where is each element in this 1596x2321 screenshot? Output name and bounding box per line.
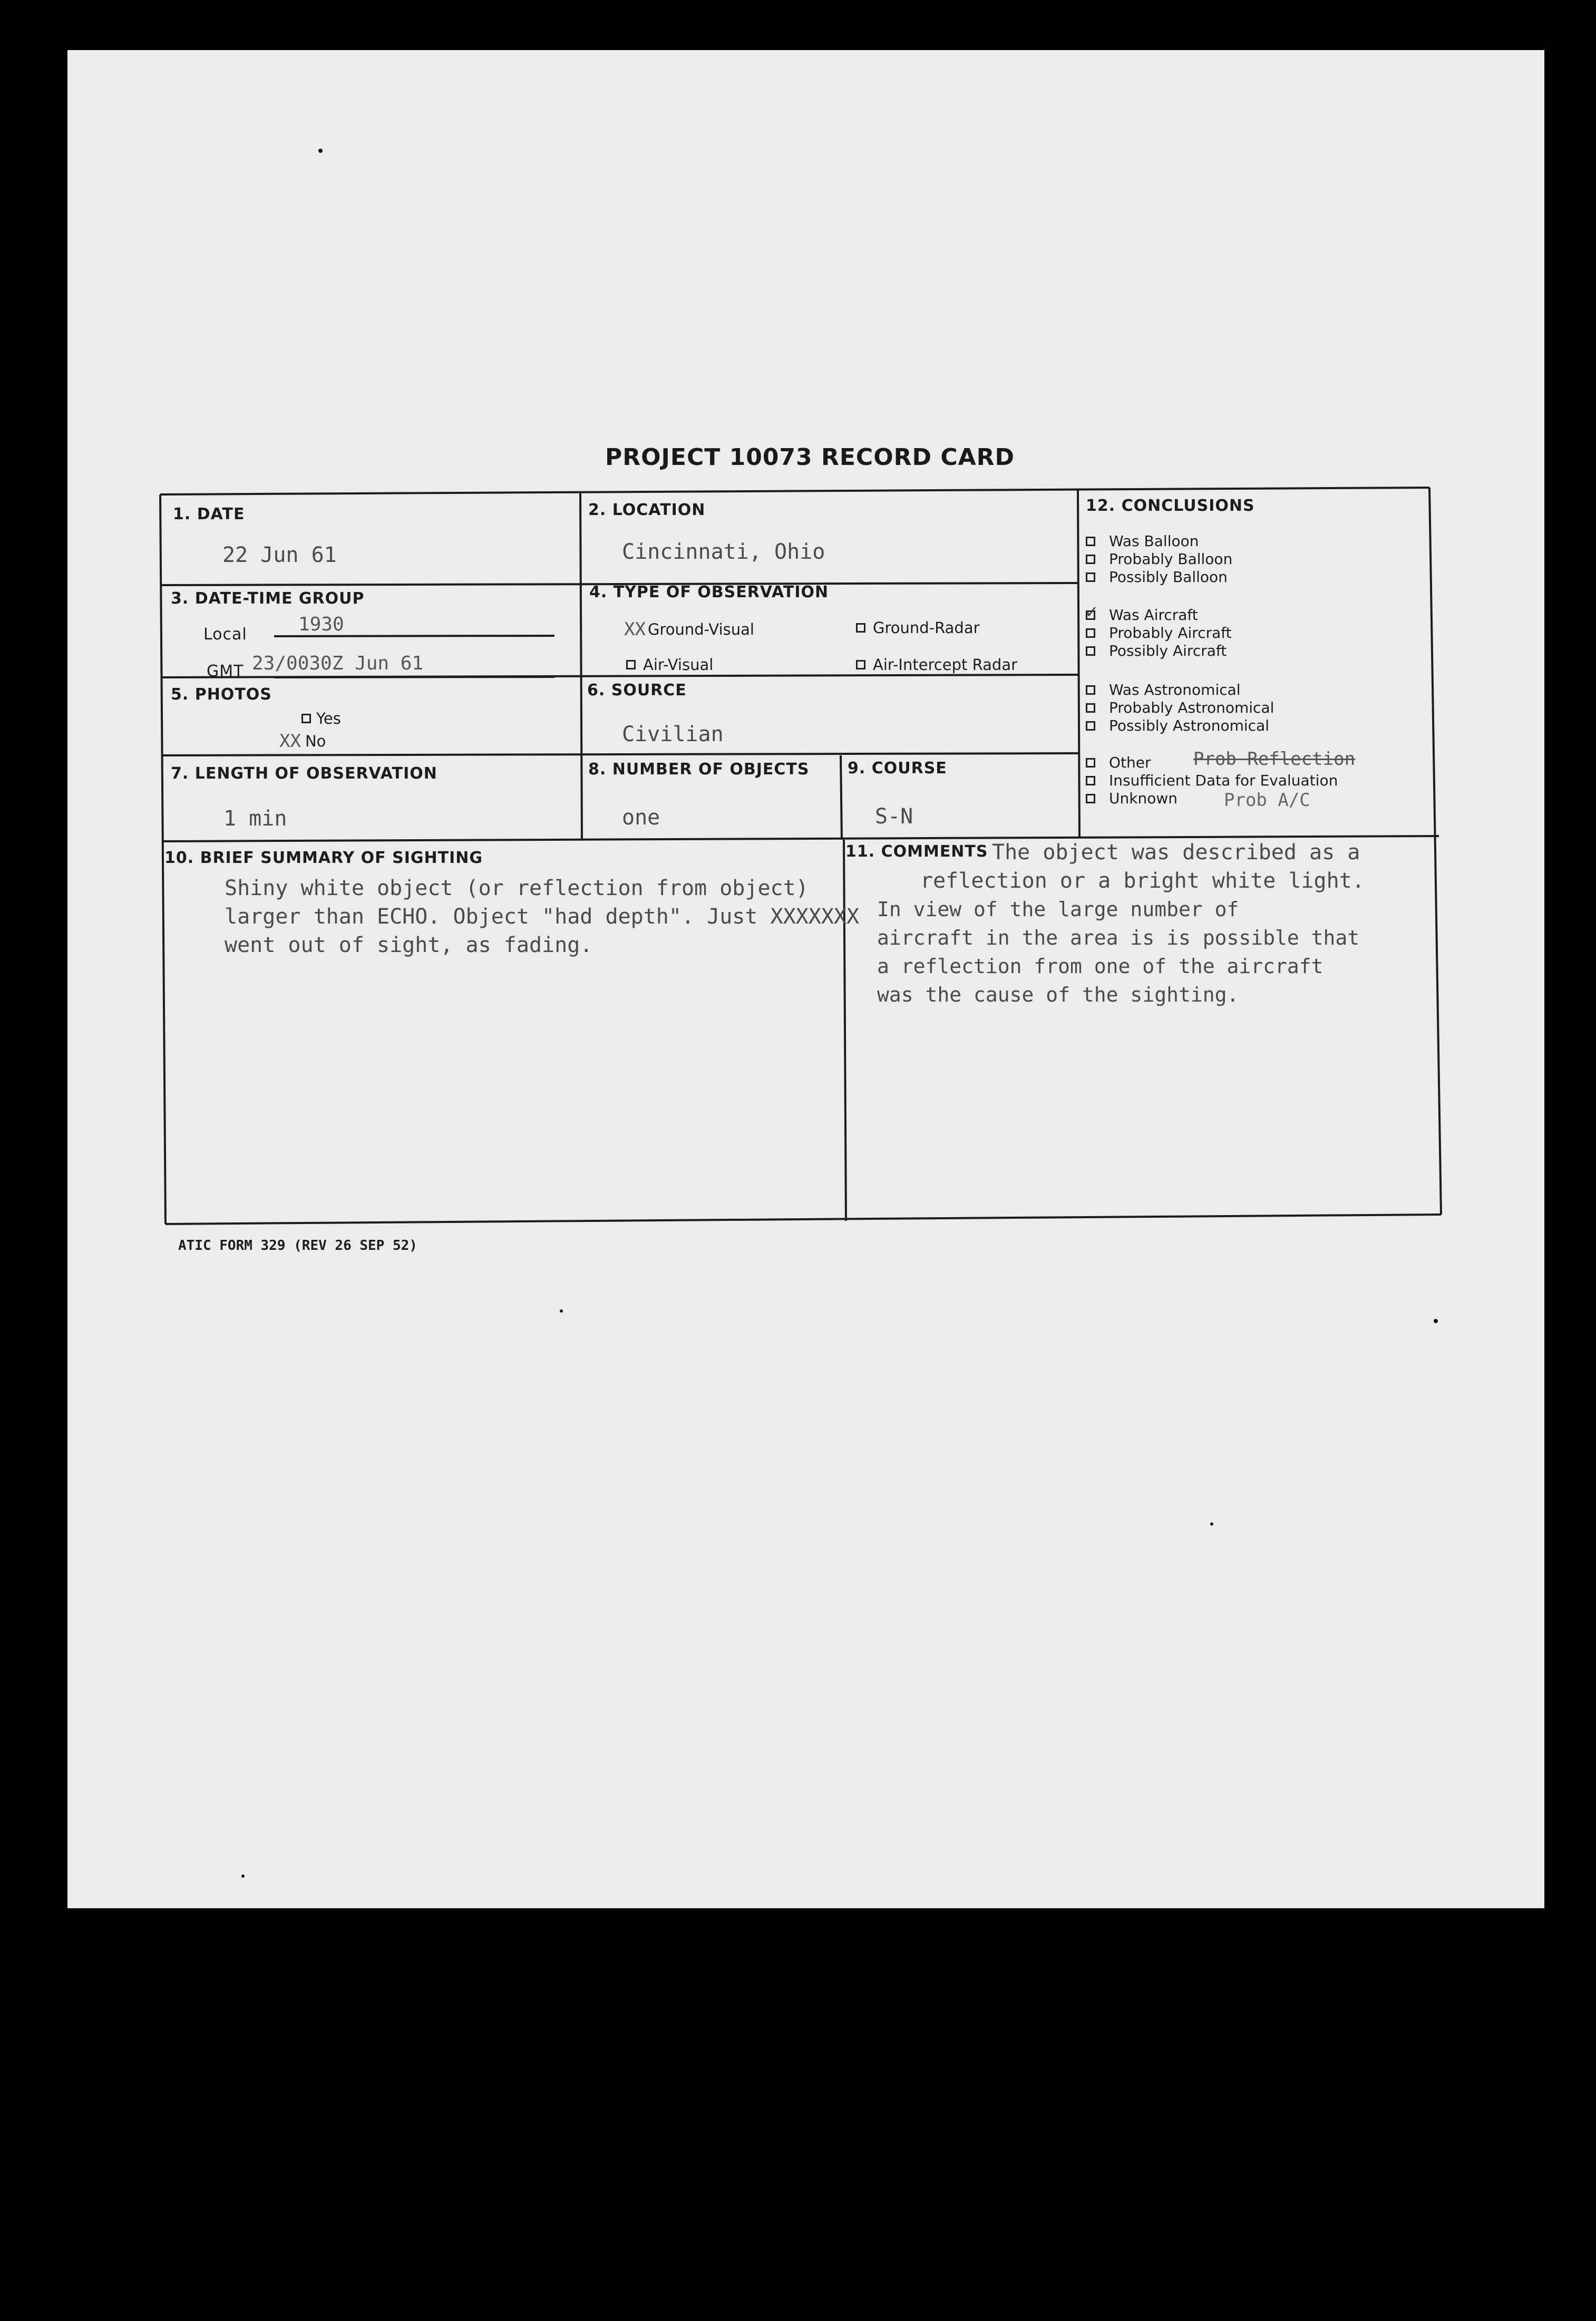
comments-line-3: aircraft in the area is is possible that: [877, 926, 1360, 949]
photos-yes-checkbox: [301, 714, 311, 723]
comments-line-2: In view of the large number of: [877, 898, 1239, 921]
conclusion-checkbox: [1086, 646, 1095, 656]
gmt-value: 23/0030Z Jun 61: [252, 653, 424, 674]
conclusion-checkbox: [1086, 758, 1095, 768]
conclusion-checkbox: [1086, 794, 1095, 803]
conclusion-option-text: Probably Astronomical: [1109, 699, 1274, 716]
dust-speck: [241, 1875, 245, 1878]
length-value: 1 min: [223, 807, 287, 831]
conclusion-option: [1086, 754, 1151, 771]
ground-radar-option: [856, 619, 980, 637]
local-value: 1930: [298, 614, 344, 635]
conclusion-checkbox: [1086, 685, 1095, 695]
date-value: 22 Jun 61: [222, 543, 337, 567]
handwritten-note: Prob A/C: [1224, 790, 1310, 811]
conclusion-option: [1086, 772, 1338, 789]
conclusion-option: [1086, 681, 1241, 698]
dust-speck: [1434, 1319, 1438, 1323]
location-value: Cincinnati, Ohio: [622, 540, 825, 564]
number-label: 8. NUMBER OF OBJECTS: [588, 760, 810, 779]
conclusion-option-text: Insufficient Data for Evaluation: [1109, 772, 1338, 789]
source-label: 6. SOURCE: [587, 681, 687, 700]
conclusion-option-text: Possibly Balloon: [1109, 568, 1228, 586]
comments-line-0: The object was described as a: [992, 840, 1360, 865]
conclusion-option: [1086, 717, 1269, 734]
conclusion-option: [1086, 532, 1199, 550]
air-intercept-radar-text: Air-Intercept Radar: [873, 656, 1018, 674]
comments-line-5: was the cause of the sighting.: [877, 983, 1239, 1006]
conclusion-checkbox: [1086, 572, 1095, 582]
local-label: Local: [203, 625, 247, 644]
air-visual-text: Air-Visual: [643, 656, 714, 674]
conclusion-option-text: Unknown: [1109, 790, 1177, 807]
conclusions-label: 12. CONCLUSIONS: [1086, 497, 1255, 515]
conclusion-option-text: Possibly Aircraft: [1109, 642, 1227, 659]
conclusion-checkbox: [1086, 628, 1095, 638]
conclusion-option-text: Probably Balloon: [1109, 550, 1233, 568]
conclusion-option-text: Was Aircraft: [1109, 606, 1198, 624]
conclusion-checkbox: [1086, 721, 1095, 731]
ground-visual-text: Ground-Visual: [647, 620, 754, 638]
conclusion-option: [1086, 642, 1227, 659]
conclusion-option: [1086, 790, 1177, 807]
ground-radar-text: Ground-Radar: [873, 619, 980, 637]
type-label: 4. TYPE OF OBSERVATION: [589, 583, 829, 601]
date-label: 1. DATE: [173, 505, 245, 523]
was-aircraft-check-mark: ✓: [1086, 601, 1097, 623]
dust-speck: [1210, 1522, 1213, 1526]
photos-yes-text: Yes: [316, 710, 341, 727]
photos-no-mark: XX: [279, 731, 301, 752]
datetime-label: 3. DATE-TIME GROUP: [171, 589, 365, 608]
gmt-label: GMT: [207, 662, 244, 681]
photos-yes-option: [301, 710, 341, 727]
conclusion-option: [1086, 699, 1274, 716]
ground-radar-checkbox: [856, 623, 865, 633]
conclusion-option-text: Possibly Astronomical: [1109, 717, 1270, 734]
conclusion-option-text: Was Balloon: [1109, 532, 1199, 550]
conclusion-option-text: Other: [1109, 754, 1151, 771]
card-title: PROJECT 10073 RECORD CARD: [605, 444, 1015, 471]
air-visual-checkbox: [626, 660, 636, 669]
course-value: S-N: [875, 804, 913, 829]
air-intercept-radar-option: [856, 656, 1017, 674]
ground-visual-option: [624, 619, 754, 640]
conclusion-option: [1086, 624, 1232, 642]
conclusion-checkbox: [1086, 537, 1095, 546]
conclusion-option-text: Was Astronomical: [1109, 681, 1241, 698]
summary-line-1: Shiny white object (or reflection from object): [225, 876, 809, 900]
dust-speck: [560, 1309, 563, 1313]
conclusion-option-text: Probably Aircraft: [1109, 624, 1232, 642]
source-value: Civilian: [622, 722, 724, 746]
photos-no-text: No: [305, 732, 326, 750]
comments-line-1: reflection or a bright white light.: [920, 869, 1365, 893]
length-label: 7. LENGTH OF OBSERVATION: [171, 764, 437, 783]
other-text: Prob Reflection: [1193, 749, 1356, 770]
comments-line-4: a reflection from one of the aircraft: [877, 955, 1323, 978]
air-intercept-radar-checkbox: [856, 660, 865, 669]
conclusion-option: [1086, 550, 1232, 568]
conclusion-checkbox: [1086, 555, 1095, 564]
course-label: 9. COURSE: [848, 759, 947, 778]
conclusion-checkbox: [1086, 776, 1095, 785]
summary-line-3: went out of sight, as fading.: [225, 933, 593, 957]
dust-speck: [318, 149, 323, 153]
summary-label: 10. BRIEF SUMMARY OF SIGHTING: [164, 849, 483, 867]
conclusion-checkbox: [1086, 703, 1095, 713]
form-number: ATIC FORM 329 (REV 26 SEP 52): [178, 1238, 417, 1254]
comments-label: 11. COMMENTS: [845, 842, 988, 861]
conclusion-option: [1086, 606, 1198, 624]
location-label: 2. LOCATION: [588, 501, 706, 519]
air-visual-option: [626, 656, 713, 674]
number-value: one: [622, 805, 660, 830]
conclusion-option: [1086, 568, 1228, 586]
ground-visual-mark: XX: [624, 619, 646, 640]
summary-line-2: larger than ECHO. Object "had depth". Just XXXXXXX: [225, 905, 860, 929]
photos-label: 5. PHOTOS: [171, 685, 272, 704]
photos-no-option: [279, 731, 326, 752]
